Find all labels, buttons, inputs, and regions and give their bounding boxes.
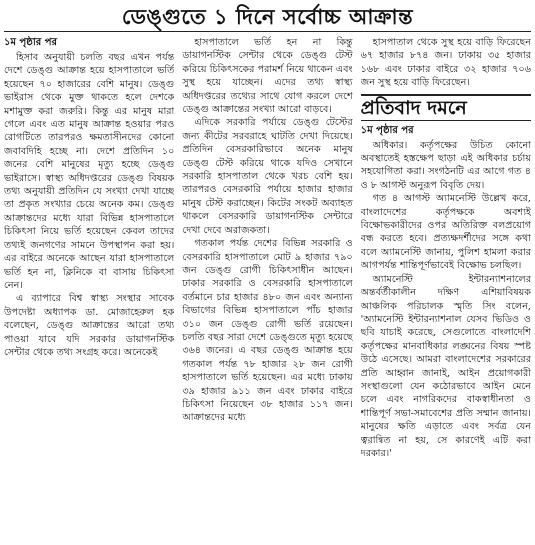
paragraph: অ্যামনেস্টি ইন্টারন্যাশনালের অন্তর্বর্তীকালীন দক্ষিণ এশিয়াবিষয়ক আঞ্চলিক পরিচালক স্মৃতি সিং বলেন, 'অ্যামনেস্টি ইন্টারন্যাশনাল যেসব ভিডিও ও ছবি যাচাই করেছে, সেগুলোতে বাংলাদেশি কর্তৃপক্ষের মানবাধিকার লঙ্ঘনের বিষয় স্পষ্ট উঠে এসেছে। আমরা বাংলাদেশের সরকারের প্রতি আহ্বান জানাই, আইন প্রয়োগকারী সংস্থাগুলো যেন কঠোরভাবে আইন মেনে চলে এবং নাগরিকদের বাকস্বাধীনতা ও শান্তিপূর্ণ সভা-সমাবেশের প্রতি সম্মান জানায়। মানুষের ক্ষতি এড়াতে এবং সর্বত্র যেন ত্বরান্বিত না হয়, সে কারণেই এটি করা দরকার।'	[360, 273, 531, 459]
paragraph: এদিকে সরকারি পর্যায়ে ডেঙ্গু টেস্টের জন্য কীটের সরবরাহে ঘাটতি দেখা দিয়েছে। প্রতিদিন বেসরকারিভাবে অনেক মানুষ ডেঙ্গু টেস্ট করিয়ে থাকে যদিও সেখানে সরকারি হাসপাতাল থেকে খরচ বেশি হয়। তারপরও বেসরকারি পর্যায়ে হাজার হাজার মানুষ টেস্ট করাচ্ছেন। কিটের সংকট অব্যাহত থাকলে বেসরকারি ডায়াগনস্টিক সেন্টারে দেখা দেবে অরাজকতা।	[182, 117, 353, 236]
column-2	[182, 36, 352, 541]
continuation-label: ১ম পৃষ্ঠার পর	[4, 37, 57, 48]
paragraph: হাসপাতাল থেকে সুস্থ হয়ে বাড়ি ফিরেছেন ৬৭ হাজার ৮৭৪ জন। ঢাকায় ৩৫ হাজার ১৬৮ এবং ঢাকার বাইরে ৩২ হাজার ৭০৬ জন সুস্থ হয়ে বাড়ি ফিরেছেন।	[360, 37, 531, 89]
headline: ডেঙ্গুতে ১ দিনে সর্বোচ্চ আক্রান্ত	[4, 3, 531, 32]
paragraph: এ ব্যাপারে বিশ্ব স্বাস্থ্য সংস্থার সাবেক উপদেষ্টা অধ্যাপক ডা. মোজাহেরুল হক বলেছেন, ডেঙ্গু আক্রান্তের আরো তথ্য পাওয়া যাবে যদি সরকার ডায়াগনস্টিক সেন্টার থেকে তথ্য সংগ্রহ করে। অনেকেই	[4, 293, 175, 358]
paragraph: হিসাব অনুযায়ী চলতি বছর এখন পর্যন্ত দেশে ডেঙ্গু আক্রান্ত হয়ে হাসপাতালে ভর্তি হয়েছেন ৭০ হাজারের বেশি মানুষ। ডেঙ্গু ভাইরাস থেকে মুক্ত থাকতে হলে দেশকে মশামুক্ত করা জরুরি। কিন্তু এর মানুষ মারা গেলে এবং এত মানুষ আক্রান্ত হওয়ার পরও রোগটিতে তারপরও ক্ষমতাসীনদের কোনো জবাবদিহি হচ্ছে না। দেশে প্রতিদিন ১০ জনের বেশি মানুষের মৃত্যু হচ্ছে ডেঙ্গু ভাইরাসে। স্বাস্থ্য অধিদপ্তরের ডেঙ্গু বিষয়ক তথ্য অনুযায়ী প্রতিদিন যে সংখ্যা দেখা যাচ্ছে তা প্রকৃত সংখ্যার চেয়ে অনেক কম। ডেঙ্গু আক্রান্তদের মধ্যে যারা বিভিন্ন হাসপাতালে চিকিৎসা নিয়ে ভর্তি হয়েছেন কেবল তাদের তথ্যই জনগণের সামনে উপস্থাপন করা হয়। এর বাইরে অনেকে আছেন যারা হাসপাতালে ভর্তি হন না, ক্লিনিকে বা বাসায় চিকিৎসা নেন।	[4, 52, 175, 291]
paragraph: হাসপাতালে ভর্তি হন না কিন্তু ডায়াগনস্টিক সেন্টার থেকে ডেঙ্গু টেস্ট করিয়ে চিকিৎসকের পরামর্শ নিয়ে থাকেন এবং সুস্থ হয়ে যাচ্ছেন। এদের তথ্য স্বাস্থ্য অধিদপ্তরের তথ্যের সাথে যোগ করলে দেশে ডেঙ্গু আক্রান্তের সংখ্যা আরো বাড়বে।	[182, 37, 353, 116]
paragraph: গত ৪ আগস্ট অ্যামনেস্টি উল্লেখ করে, বাংলাদেশের কর্তৃপক্ষকে অবশ্যই বিক্ষোভকারীদের ওপর অতিরিক্ত বলপ্রয়োগ বন্ধ করতে হবে। প্রত্যক্ষদর্শীদের সঙ্গে কথা বলে অ্যামনেস্টি জানায়, পুলিশ হামলা করার আগপর্যন্ত শান্তিপূর্ণভাবেই বিক্ষোভ চলছিল।	[360, 193, 531, 272]
continuation-label: ১ম পৃষ্ঠার পর	[360, 124, 414, 136]
paragraph: গতকাল পর্যন্ত দেশের বিভিন্ন সরকারি ও বেসরকারি হাসপাতালে মোট ৯ হাজার ৭৯০ জন ডেঙ্গু রোগী চিকিৎসাধীন আছেন। ঢাকার সরকারি ও বেসরকারি হাসপাতালে বর্তমানে চার হাজার ৪৮০ জন এবং অন্যান্য বিভাগের বিভিন্ন হাসপাতালে পাঁচ হাজার ৩১০ জন ডেঙ্গু রোগী ভর্তি রয়েছেন। চলতি বছর সারা দেশে ডেঙ্গুতে মৃত্যু হয়েছে ৩৬৪ জনের। এ বছর ডেঙ্গু আক্রান্ত হয়ে গতকাল পর্যন্ত ৭৮ হাজার ২৮ জন রোগী হাসপাতালে ভর্তি হয়েছেন। এর মধ্যে ঢাকায় ৩৯ হাজার ৯১১ জন এবং ঢাকার বাইরে চিকিৎসা নিয়েছেন ৩৮ হাজার ১১৭ জন। আক্রান্তদের মধ্যে	[182, 238, 353, 424]
paragraph: অধিকার। কর্তৃপক্ষের উচিত কোনো অবস্থাতেই হস্তক্ষেপ ছাড়া এই অধিকার চর্চায় সহযোগিতা করা। সংগঠনটি এর আগে গত ৪ ও ৮ আগস্ট অনুরূপ বিবৃতি দেয়।	[360, 139, 531, 191]
column-1	[4, 36, 174, 541]
article-subheadline: প্রতিবাদ দমনে	[361, 94, 531, 121]
column-3	[361, 36, 531, 541]
article-columns	[4, 36, 531, 541]
